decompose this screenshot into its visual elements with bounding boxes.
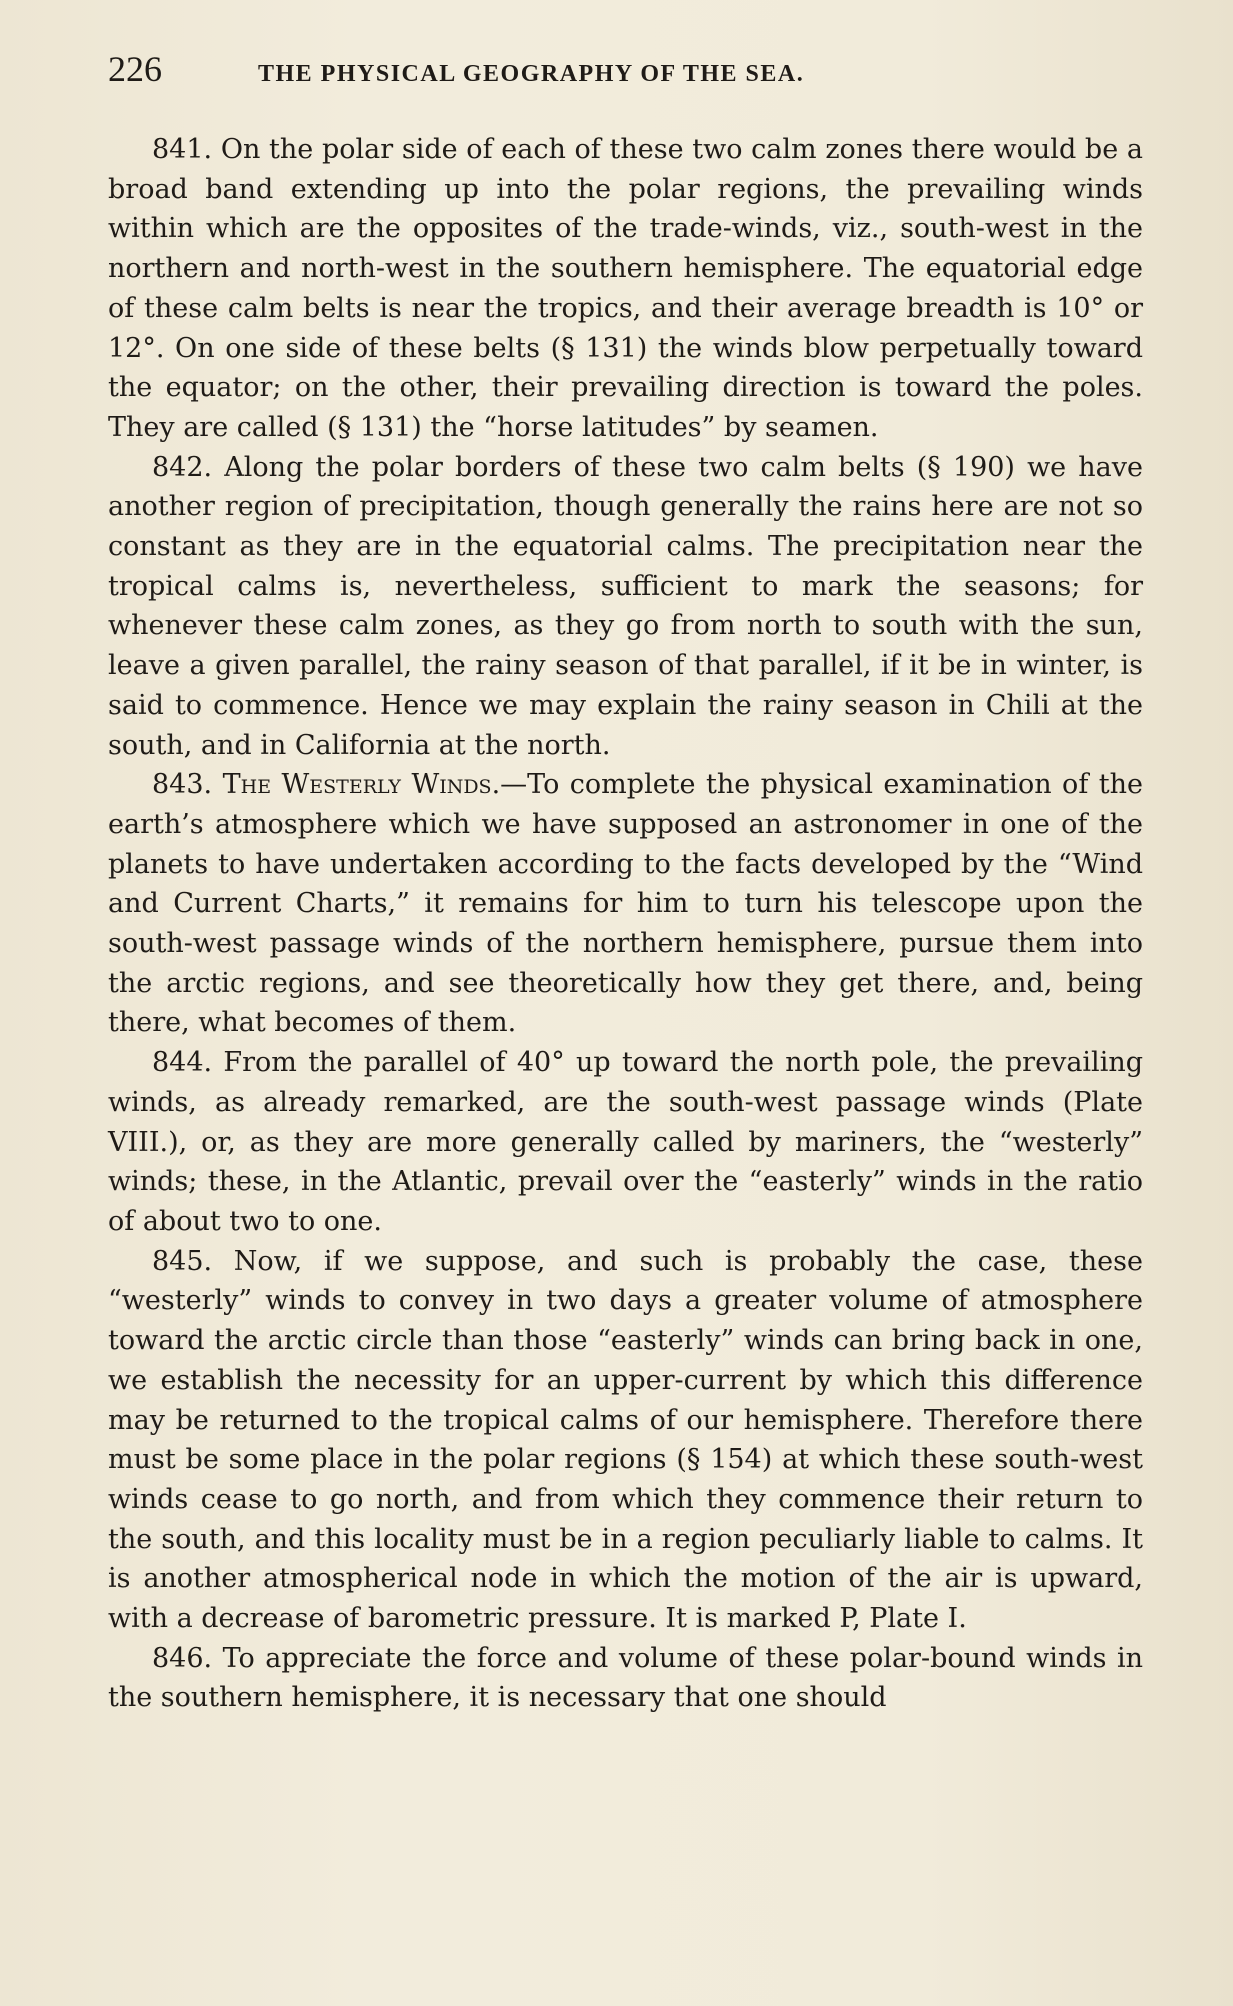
paragraph-842: 842. Along the polar borders of these two calm belts (§ 190) we have another region of precipitation, though generally the rains here are not so constant as they are in the equatorial calms. The precipitation near the tropical calms is, nevertheless, sufficient to mark the seasons; for whenever these calm zones, as they go from north to south with the sun, leave a given parallel, the rainy season of that parallel, if it be in winter, is said to commence. Hence we may explain the rainy season in Chili at the south, and in California at the north. (108, 451, 1143, 761)
paragraph-text: —To complete the physical examination of the earth’s atmosphere which we have supposed an astronomer in one of the planets to have undertaken according to the facts developed by the “Wind and Current Charts,” it remains for him to turn his telescope upon the south-west passage winds of the northern hemisphere, pursue them into the arctic regions, and see theoretically how they get there, and, being there, what becomes of them. (108, 769, 1144, 1039)
paragraph-number: 843. (152, 769, 223, 801)
paragraph-843 (108, 765, 1143, 1043)
paragraph-845: 845. Now, if we suppose, and such is probably the case, these “westerly” winds to convey in two days a greater volume of atmosphere toward the arctic circle than those “easterly” winds can bring back in one, we establish the necessity for an upper-current by which this difference may be returned to the tropical calms of our hemisphere. Therefore there must be some place in the polar regions (§ 154) at which these south-west winds cease to go north, and from which they commence their return to the south, and this locality must be in a region peculiarly liable to calms. It is another atmospherical node in which the motion of the air is upward, with a decrease of barometric pressure. It is marked P, Plate I. (108, 1245, 1143, 1635)
page-number: 226 (108, 49, 162, 89)
section-heading: The Westerly Winds. (222, 769, 501, 801)
paragraph-844: 844. From the parallel of 40° up toward the north pole, the prevailing winds, as already remarked, are the south-west passage winds (Plate VIII.), or, as they are more generally called by mariners, the “westerly” winds; these, in the Atlantic, prevail over the “easterly” winds in the ratio of about two to one. (108, 1047, 1143, 1237)
paragraph-846: 846. To appreciate the force and volume of these polar-bound winds in the southern hemisphere, it is necessary that one should (108, 1642, 1143, 1714)
paragraph-841: 841. On the polar side of each of these two calm zones there would be a broad band extending up into the polar regions, the prevailing winds within which are the opposites of the trade-winds, viz., south-west in the northern and north-west in the southern hemisphere. The equatorial edge of these calm belts is near the tropics, and their average breadth is 10° or 12°. On one side of these belts (§ 131) the winds blow perpetually toward the equator; on the other, their prevailing direction is toward the poles. They are called (§ 131) the “horse latitudes” by seamen. (108, 134, 1143, 443)
running-head (108, 48, 1145, 108)
running-title: THE PHYSICAL GEOGRAPHY OF THE SEA. (258, 61, 805, 87)
body-text (108, 130, 1143, 1718)
